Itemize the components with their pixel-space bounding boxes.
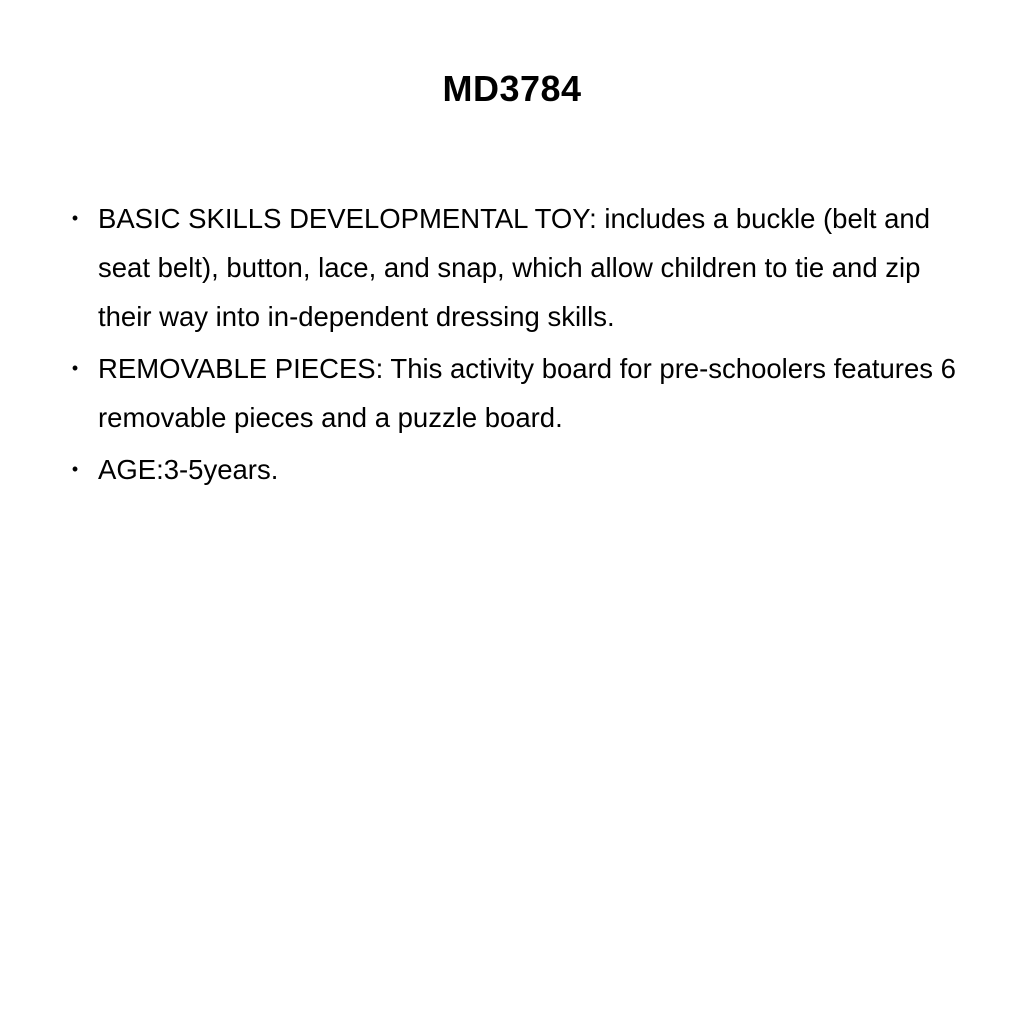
bullet-marker-icon: • <box>71 357 79 378</box>
feature-bullet-list <box>60 195 965 498</box>
bullet-age <box>60 446 965 495</box>
bullet-removable-pieces-text: REMOVABLE PIECES: This activity board for pre-schoolers features 6 removable pieces and a puzzle board. <box>98 352 956 433</box>
bullet-basic-skills <box>60 195 965 342</box>
bullet-removable-pieces <box>60 345 965 443</box>
bullet-marker-icon: • <box>71 458 79 479</box>
page-title: MD3784 <box>442 68 582 109</box>
bullet-age-text: AGE:3-5years. <box>98 453 279 485</box>
bullet-marker-icon: • <box>71 208 79 228</box>
bullet-basic-skills-text: BASIC SKILLS DEVELOPMENTAL TOY: includes a buckle (belt and seat belt), button, lace, and snap, which allow children to tie and zip their way into in-dependent dressing skills. <box>98 203 931 332</box>
